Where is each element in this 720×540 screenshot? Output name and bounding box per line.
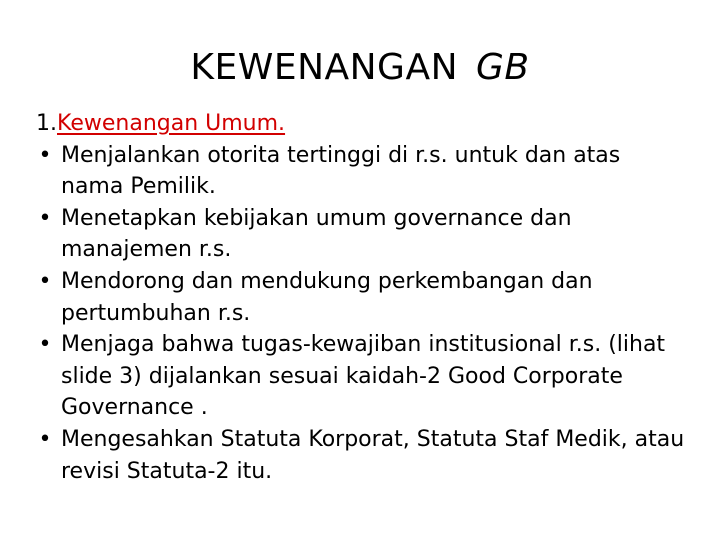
bullet-text: Menjaga bahwa tugas-kewajiban institusional r.s. (lihat slide 3) dijalankan sesuai kaidah-2 Good Corporate Governance . bbox=[61, 332, 666, 421]
bullet-item bbox=[36, 266, 686, 329]
bullet-icon: • bbox=[38, 142, 52, 168]
bullet-text: Menjalankan otorita tertinggi di r.s. untuk dan atas nama Pemilik. bbox=[61, 142, 621, 200]
bullet-icon: • bbox=[38, 332, 52, 358]
section-heading-link[interactable]: Kewenangan Umum. bbox=[57, 111, 286, 136]
bullet-list bbox=[36, 140, 686, 488]
bullet-text: Menetapkan kebijakan umum governance dan manajemen r.s. bbox=[61, 205, 572, 263]
bullet-text: Mendorong dan mendukung perkembangan dan pertumbuhan r.s. bbox=[61, 268, 593, 326]
slide-content bbox=[36, 108, 686, 487]
bullet-icon: • bbox=[38, 268, 52, 294]
bullet-item bbox=[36, 329, 686, 424]
bullet-icon: • bbox=[38, 426, 52, 452]
title-main: KEWENANGAN bbox=[190, 47, 459, 88]
bullet-item bbox=[36, 140, 686, 203]
bullet-text: Mengesahkan Statuta Korporat, Statuta Staf Medik, atau revisi Statuta-2 itu. bbox=[61, 426, 685, 484]
title-italic: GB bbox=[476, 47, 530, 88]
bullet-icon: • bbox=[38, 205, 52, 231]
section-number: 1. bbox=[36, 111, 57, 136]
bullet-item bbox=[36, 424, 686, 487]
bullet-item bbox=[36, 203, 686, 266]
slide-title bbox=[0, 44, 720, 92]
section-heading bbox=[36, 108, 686, 140]
